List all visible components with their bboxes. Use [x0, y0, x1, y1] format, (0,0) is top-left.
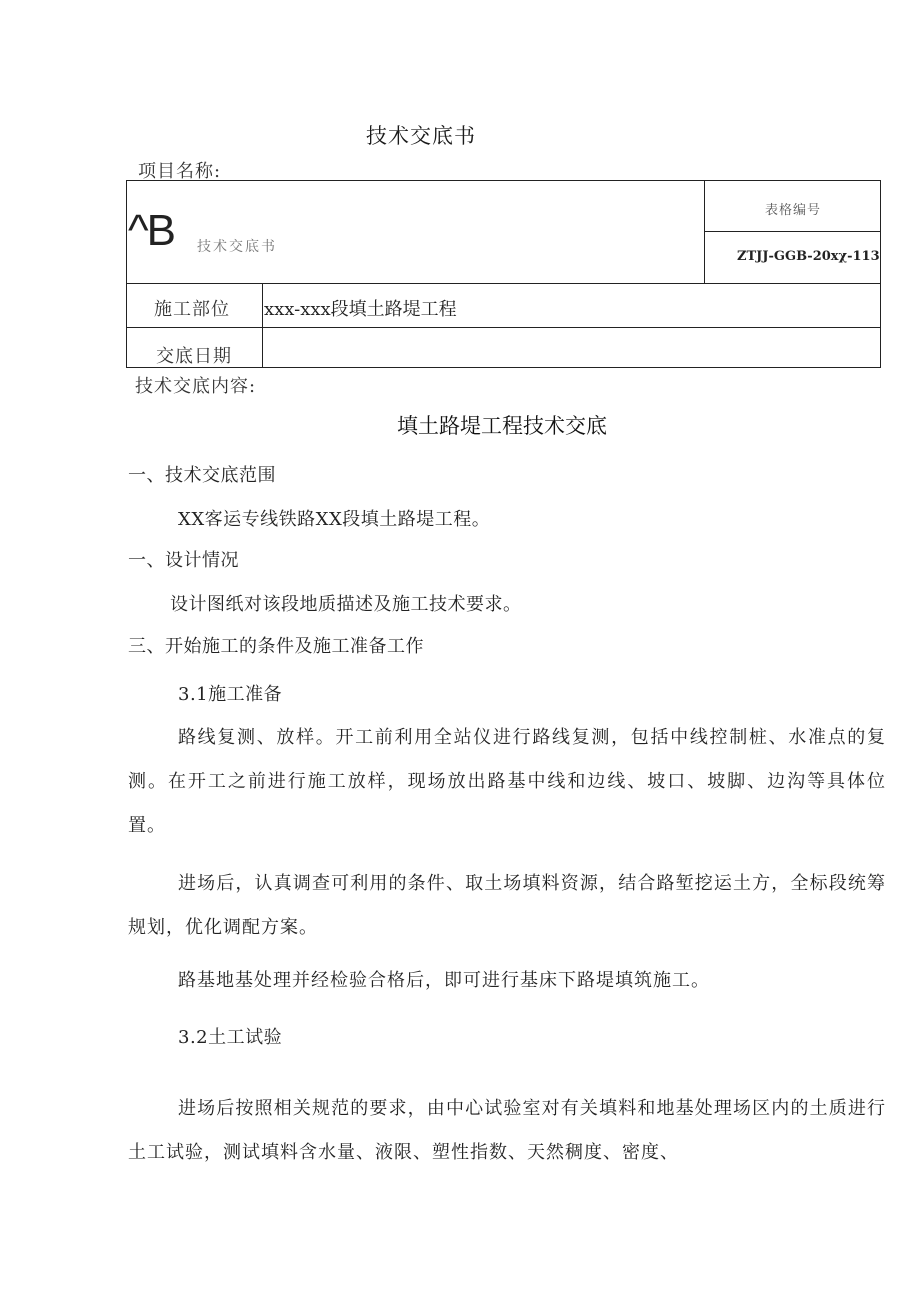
heading-preparation: 三、开始施工的条件及施工准备工作	[128, 636, 424, 657]
project-name-label: 项目名称:	[138, 161, 222, 182]
construction-site-label: 施工部位	[154, 299, 230, 320]
table-divider	[704, 231, 881, 232]
table-divider	[126, 327, 881, 328]
paragraph-foundation: 路基地基处理并经检验合格后，即可进行基床下路堤填筑施工。	[178, 970, 710, 991]
construction-site-value: xxx-xxx段填土路堤工程	[264, 299, 457, 320]
document-title: 技术交底书	[366, 124, 476, 148]
heading-design: 一、设计情况	[128, 550, 239, 571]
content-label: 技术交底内容:	[135, 376, 257, 397]
paragraph-survey: 路线复测、放样。开工前利用全站仪进行路线复测，包括中线控制桩、水准点的复测。在开工之前进行施工放样，现场放出路基中线和边线、坡口、坡脚、边沟等具体位置。	[128, 727, 886, 836]
form-code-label: 表格编号	[765, 203, 822, 218]
heading-scope: 一、技术交底范围	[128, 465, 276, 486]
paragraph-site-entry: 进场后，认真调查可利用的条件、取土场填料资源，结合路堑挖运土方，全标段统筹规划，优化调配方案。	[128, 873, 886, 938]
form-code-value: ZTJJ-GGB-20xχ-113	[737, 249, 880, 264]
subheading-soil-test: 3.2土工试验	[178, 1027, 283, 1048]
table-divider	[262, 283, 263, 368]
text-scope: XX客运专线铁路XX段填土路堤工程。	[178, 509, 491, 530]
subheading-construction-prep: 3.1施工准备	[178, 684, 283, 705]
paragraph-soil-test: 进场后按照相关规范的要求，由中心试验室对有关填料和地基处理场区内的土质进行土工试验，测试填料含水量、液限、塑性指数、天然稠度、密度、	[128, 1098, 886, 1163]
logo-subtitle: 技术交底书	[197, 239, 277, 255]
text-design: 设计图纸对该段地质描述及施工技术要求。	[170, 594, 522, 615]
company-logo: ^B	[128, 206, 174, 255]
section-title: 填土路堤工程技术交底	[397, 414, 607, 438]
date-label: 交底日期	[156, 346, 232, 367]
table-divider	[126, 283, 881, 284]
